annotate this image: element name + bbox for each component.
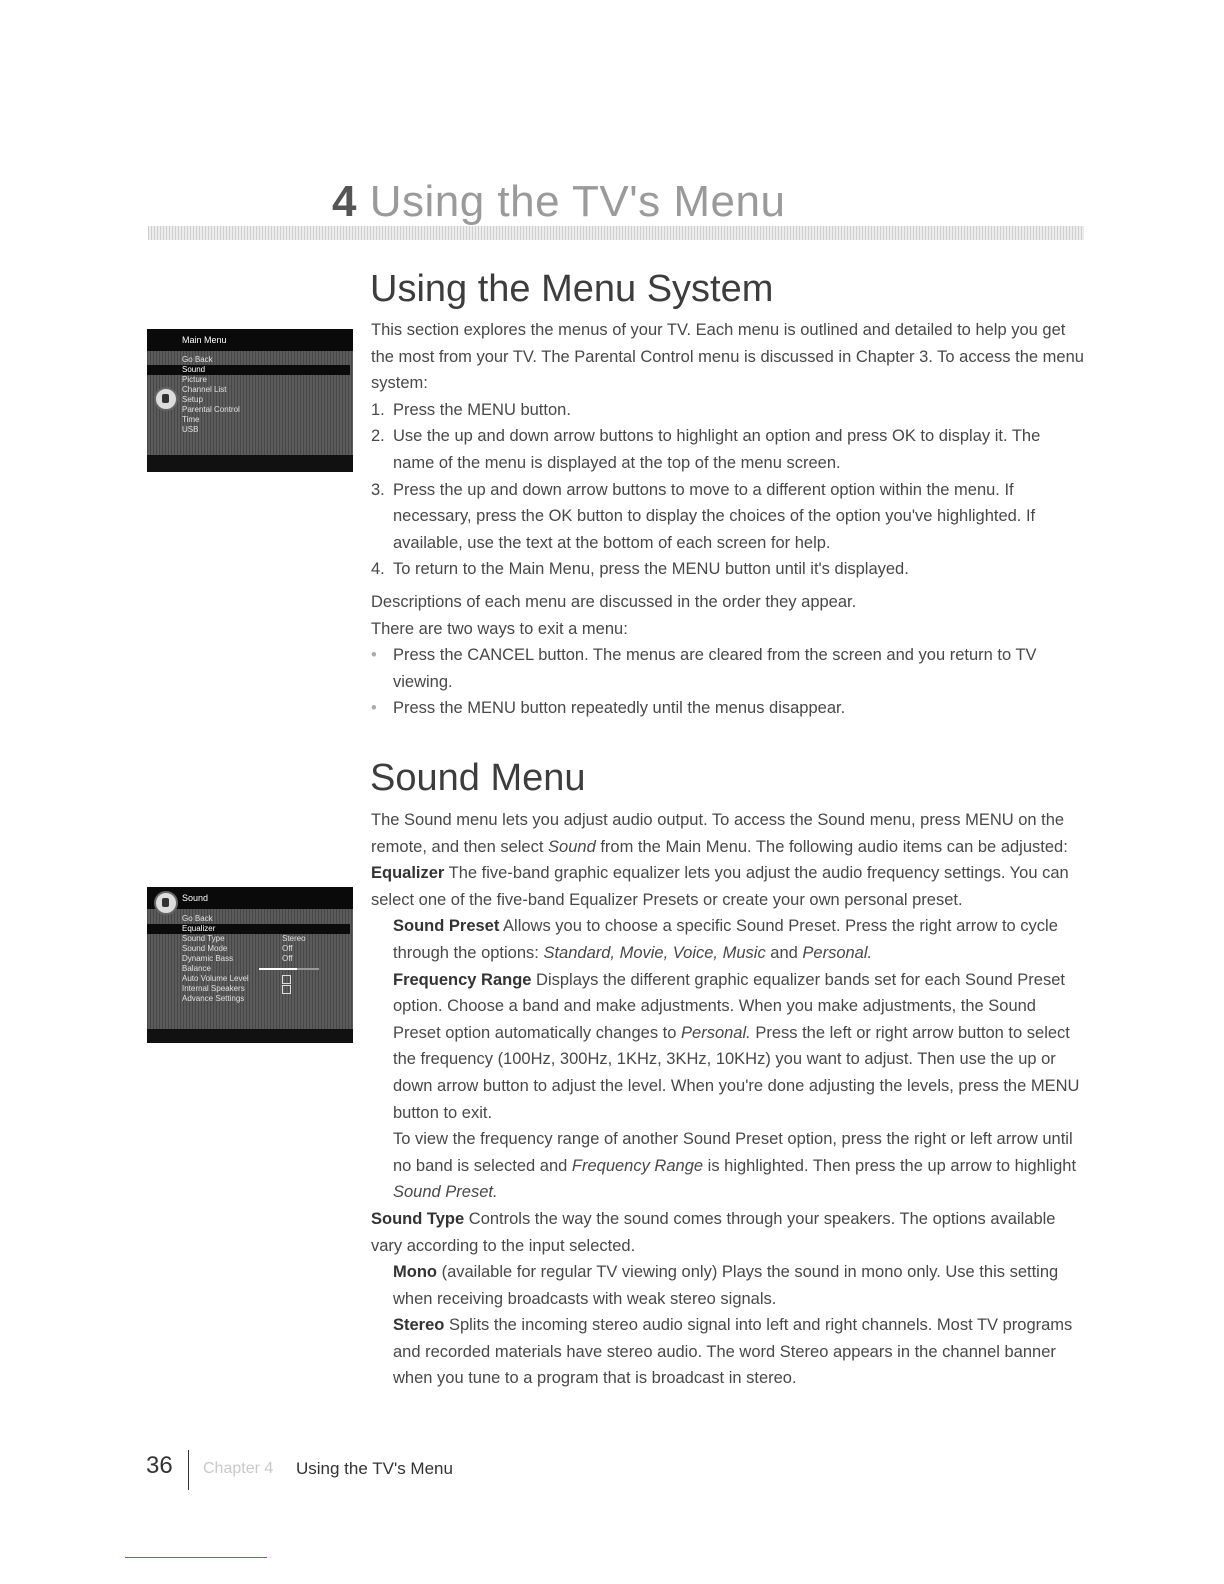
bullet-icon: •	[371, 646, 377, 665]
bullet-text: Press the CANCEL button. The menus are cleared from the screen and you return to TV viewing.	[393, 646, 1037, 691]
balance-slider	[259, 968, 319, 970]
exit-bullets	[371, 642, 1085, 722]
sound-preset-description: Sound Preset Allows you to choose a specific Sound Preset. Press the right arrow to cycle through the options: Standard, Movie, Voice, Music and Personal.	[393, 917, 1058, 962]
tv-menu-item: USB	[182, 425, 199, 434]
tv-menu-item: Balance	[147, 964, 353, 974]
tv-main-menu-screenshot	[147, 329, 353, 472]
tv-menu-item: Go Back	[182, 914, 213, 923]
page-number: 36	[146, 1452, 173, 1479]
step-text: Use the up and down arrow buttons to highlight an option and press OK to display it. The name of the menu is displayed at the top of the menu screen.	[393, 427, 1041, 472]
step-number: 2.	[371, 427, 385, 446]
mono-description: Mono (available for regular TV viewing only) Plays the sound in mono only. Use this setting when receiving broadcasts with weak stereo signals.	[393, 1263, 1059, 1308]
bottom-rule	[125, 1557, 267, 1558]
sound-intro: The Sound menu lets you adjust audio output. To access the Sound menu, press MENU on the remote, and then select Sound from the Main Menu. The following audio items can be adjusted:	[371, 811, 1068, 856]
section1-body	[371, 317, 1085, 722]
bullet-text: Press the MENU button repeatedly until the menus disappear.	[393, 699, 846, 718]
frequency-range-note: To view the frequency range of another Sound Preset option, press the right or left arrow until no band is selected and Frequency Range is highlighted. Then press the up arrow to highlight Sound Preset.	[393, 1130, 1077, 1202]
tv-menu-value: Stereo	[282, 934, 306, 943]
bullet-item	[371, 642, 1085, 695]
chapter-title-text: Using the TV's Menu	[369, 177, 786, 226]
descriptions-note: Descriptions of each menu are discussed in the order they appear.	[371, 592, 857, 611]
stereo-description: Stereo Splits the incoming stereo audio signal into left and right channels. Most TV programs and recorded materials have stereo audio. The word Stereo appears in the channel banner when you tune to a program that is broadcast in stereo.	[393, 1316, 1073, 1388]
tv-sound-menu-screenshot	[147, 887, 353, 1043]
step-text: To return to the Main Menu, press the MENU button until it's displayed.	[393, 560, 909, 579]
checkbox-icon	[282, 975, 291, 984]
step-item	[371, 397, 1085, 424]
tv-menu-title: Main Menu	[147, 329, 353, 351]
tv-menu-item: Picture	[182, 375, 207, 384]
section-title-sound-menu: Sound Menu	[370, 757, 586, 799]
tv-menu-item: Internal Speakers	[147, 984, 353, 994]
tv-menu-item: Parental Control	[182, 405, 240, 414]
tv-menu-item: Sound Type Stereo	[182, 934, 306, 943]
tv-menu-item: Channel List	[182, 385, 227, 394]
tv-menu-item: Go Back	[182, 355, 213, 364]
chapter-number: 4	[332, 177, 357, 226]
tv-menu-item: Auto Volume Level	[147, 974, 353, 984]
sound-type-description: Sound Type Controls the way the sound comes through your speakers. The options available vary according to the input selected.	[371, 1209, 1056, 1255]
tv-menu-item: Advance Settings	[182, 994, 245, 1003]
chapter-divider	[148, 226, 1084, 240]
chapter-title	[332, 172, 785, 232]
section2-body	[371, 807, 1085, 1392]
frequency-range-description: Frequency Range Displays the different graphic equalizer bands set for each Sound Preset option. Choose a band and make adjustments. When you make adjustments, the Sound Preset option automatically changes to Personal. Press the left or right arrow button to select the frequency (100Hz, 300Hz, 1KHz, 3KHz, 10KHz) you want to adjust. Then use the up or down arrow button to adjust the level. When you're done adjusting the levels, press the MENU button to exit.	[393, 970, 1080, 1122]
speaker-icon	[154, 891, 178, 915]
tv-menu-value: Off	[282, 954, 293, 963]
tv-menu-item: Setup	[182, 395, 203, 404]
footer-divider	[188, 1450, 189, 1490]
exit-intro: There are two ways to exit a menu:	[371, 619, 628, 638]
bullet-icon: •	[371, 699, 377, 718]
tv-menu-value: Off	[282, 944, 293, 953]
footer-title: Using the TV's Menu	[296, 1459, 453, 1478]
tv-menu-item-selected: Equalizer	[147, 924, 350, 934]
tv-menu-title: Sound	[147, 887, 353, 909]
step-number: 1.	[371, 400, 385, 419]
step-item	[371, 477, 1085, 557]
step-text: Press the MENU button.	[393, 400, 571, 419]
step-number: 4.	[371, 560, 385, 579]
tv-menu-item: Time	[182, 415, 200, 424]
step-text: Press the up and down arrow buttons to move to a different option within the menu. If necessary, press the OK button to display the choices of the option you've highlighted. If available, use the text at the bottom of each screen for help.	[393, 480, 1036, 552]
footer-chapter-label: Chapter 4	[203, 1460, 274, 1477]
section-title-menu-system: Using the Menu System	[370, 268, 774, 310]
steps-list	[371, 397, 1085, 583]
step-item	[371, 556, 1085, 583]
tv-menu-item-selected: Sound	[147, 365, 350, 375]
step-item	[371, 423, 1085, 476]
section1-intro: This section explores the menus of your TV. Each menu is outlined and detailed to help you get the most from your TV. The Parental Control menu is discussed in Chapter 3. To access the menu system:	[371, 321, 1084, 393]
checkbox-icon	[282, 985, 291, 994]
bullet-item	[371, 695, 1085, 722]
tv-menu-item: Sound Mode Off	[182, 944, 293, 953]
tv-menu-item: Dynamic Bass Off	[182, 954, 293, 963]
step-number: 3.	[371, 480, 385, 499]
equalizer-description: Equalizer The five-band graphic equalizer lets you adjust the audio frequency settings. You can select one of the five-band Equalizer Presets or create your own personal preset.	[371, 864, 1069, 909]
